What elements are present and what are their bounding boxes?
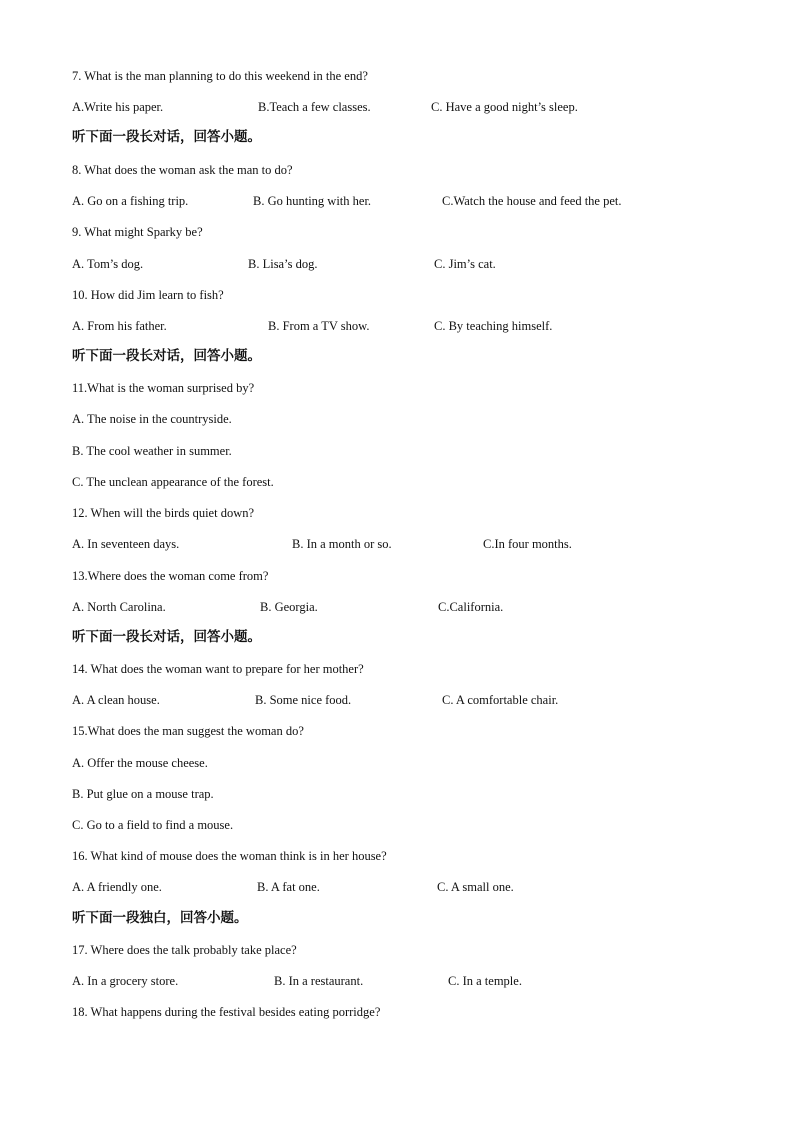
- option-a: A. North Carolina.: [72, 600, 166, 614]
- options-row: [0, 879, 794, 895]
- section-heading: 听下面一段独白，回答小题。: [72, 910, 248, 926]
- question-line: B. The cool weather in summer.: [72, 444, 232, 458]
- section-heading: 听下面一段长对话，回答小题。: [72, 129, 261, 145]
- option-b: B. In a restaurant.: [274, 974, 364, 988]
- question-line: 18. What happens during the festival besides eating porridge?: [72, 1005, 381, 1019]
- question-line: 15.What does the man suggest the woman do?: [72, 724, 304, 738]
- option-a: A.Write his paper.: [72, 100, 164, 114]
- option-c: C. In a temple.: [448, 974, 522, 988]
- option-b: B.Teach a few classes.: [258, 100, 371, 114]
- question-line: 17. Where does the talk probably take place?: [72, 943, 297, 957]
- options-row: [0, 692, 794, 708]
- options-row: [0, 318, 794, 334]
- option-b: B. From a TV show.: [268, 319, 370, 333]
- option-c: C. A comfortable chair.: [442, 693, 559, 707]
- options-row: [0, 193, 794, 209]
- option-b: B. Lisa’s dog.: [248, 257, 318, 271]
- option-a: A. A friendly one.: [72, 880, 162, 894]
- option-b: B. Georgia.: [260, 600, 318, 614]
- option-c: C. Jim’s cat.: [434, 257, 496, 271]
- option-a: A. In a grocery store.: [72, 974, 179, 988]
- section-heading: 听下面一段长对话，回答小题。: [72, 348, 261, 364]
- question-line: C. The unclean appearance of the forest.: [72, 475, 274, 489]
- question-line: 11.What is the woman surprised by?: [72, 381, 255, 395]
- question-line: A. The noise in the countryside.: [72, 412, 232, 426]
- option-a: A. Tom’s dog.: [72, 257, 144, 271]
- option-c: C. A small one.: [437, 880, 514, 894]
- section-heading: 听下面一段长对话，回答小题。: [72, 629, 261, 645]
- question-line: A. Offer the mouse cheese.: [72, 756, 208, 770]
- option-a: A. From his father.: [72, 319, 167, 333]
- options-row: [0, 256, 794, 272]
- option-c: C.California.: [438, 600, 504, 614]
- options-row: [0, 599, 794, 615]
- question-line: B. Put glue on a mouse trap.: [72, 787, 214, 801]
- question-line: 8. What does the woman ask the man to do?: [72, 163, 293, 177]
- option-a: A. In seventeen days.: [72, 537, 180, 551]
- options-row: [0, 99, 794, 115]
- option-b: B. A fat one.: [257, 880, 320, 894]
- question-line: 12. When will the birds quiet down?: [72, 506, 255, 520]
- options-row: [0, 536, 794, 552]
- option-a: A. A clean house.: [72, 693, 160, 707]
- options-row: [0, 973, 794, 989]
- option-c: C.In four months.: [483, 537, 572, 551]
- option-c: C.Watch the house and feed the pet.: [442, 194, 622, 208]
- question-line: 9. What might Sparky be?: [72, 225, 203, 239]
- option-c: C. Have a good night’s sleep.: [431, 100, 578, 114]
- option-b: B. Go hunting with her.: [253, 194, 372, 208]
- option-b: B. Some nice food.: [255, 693, 352, 707]
- option-a: A. Go on a fishing trip.: [72, 194, 189, 208]
- question-line: 10. How did Jim learn to fish?: [72, 288, 224, 302]
- question-line: C. Go to a field to find a mouse.: [72, 818, 234, 832]
- option-c: C. By teaching himself.: [434, 319, 553, 333]
- question-line: 7. What is the man planning to do this weekend in the end?: [72, 69, 368, 83]
- question-line: 13.Where does the woman come from?: [72, 569, 269, 583]
- question-line: 16. What kind of mouse does the woman think is in her house?: [72, 849, 387, 863]
- question-line: 14. What does the woman want to prepare for her mother?: [72, 662, 364, 676]
- option-b: B. In a month or so.: [292, 537, 392, 551]
